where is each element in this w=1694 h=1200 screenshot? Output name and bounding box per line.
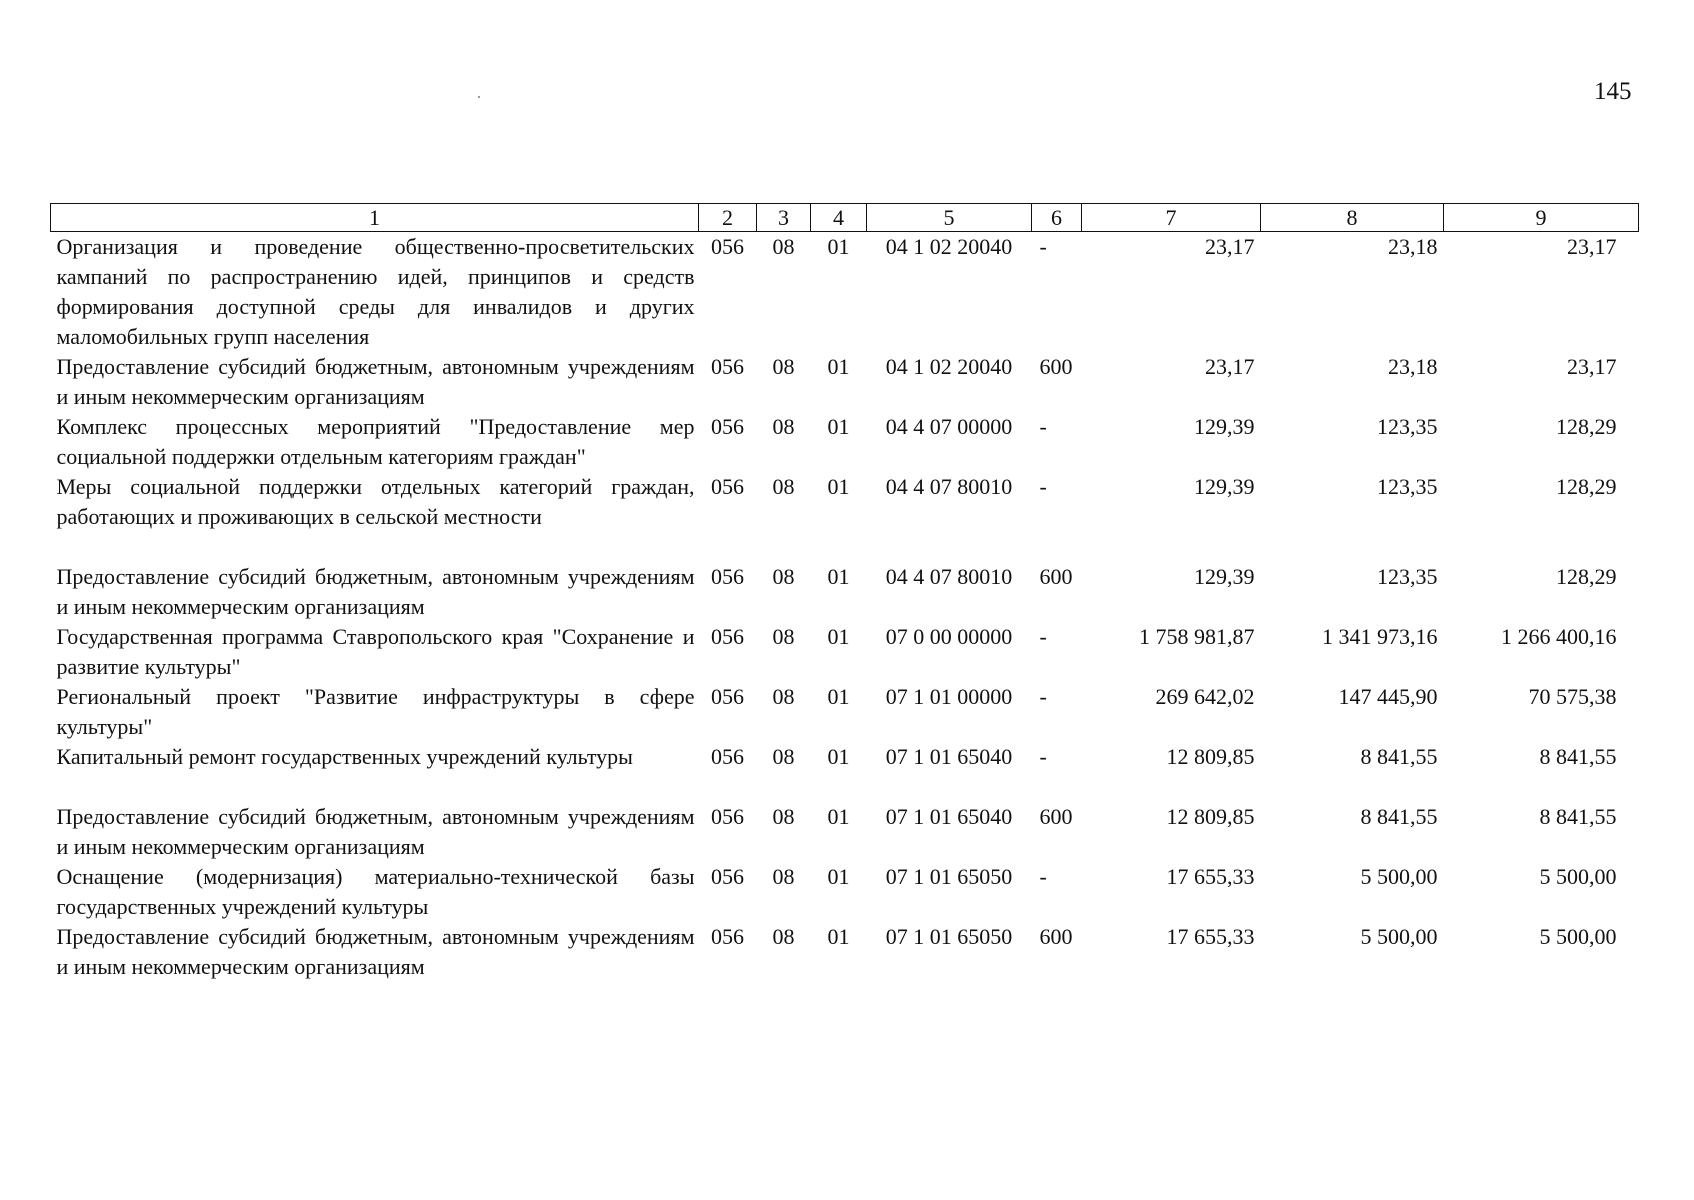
cell-amount-8: 123,35 [1377,474,1438,499]
cell-amount-8: 147 445,90 [1338,684,1438,709]
cell-section: 08 [772,234,795,259]
cell-expense-type: - [1039,684,1047,709]
cell-section: 08 [772,684,795,709]
cell-amount-7: 1 758 981,87 [1139,624,1255,649]
table-row [51,562,1639,622]
cell-amount-8: 123,35 [1377,564,1438,589]
scan-speck [478,96,480,98]
cell-subsection: 01 [827,414,850,439]
row-name: Предоставление субсидий бюджетным, автономным учреждениям и иным некоммерческим организациям [56,924,695,979]
col-header-1: 1 [51,204,699,232]
page-number: 145 [1594,78,1632,105]
cell-amount-8: 5 500,00 [1360,864,1438,889]
cell-amount-7: 129,39 [1194,474,1255,499]
cell-amount-7: 12 809,85 [1166,744,1255,769]
row-name: Предоставление субсидий бюджетным, автономным учреждениям и иным некоммерческим организациям [56,354,695,409]
cell-ministry: 056 [711,684,744,709]
cell-amount-7: 129,39 [1194,414,1255,439]
cell-section: 08 [772,624,795,649]
cell-expense-type: - [1039,234,1047,259]
col-header-9: 9 [1444,204,1639,232]
cell-section: 08 [772,864,795,889]
cell-amount-7: 23,17 [1205,234,1255,259]
cell-section: 08 [772,354,795,379]
cell-amount-9: 5 500,00 [1539,864,1617,889]
cell-subsection: 01 [827,864,850,889]
table-row [51,802,1639,862]
cell-section: 08 [772,474,795,499]
cell-expense-type: 600 [1039,564,1073,589]
cell-section: 08 [772,924,795,949]
cell-amount-7: 17 655,33 [1166,924,1255,949]
cell-expense-type: - [1039,624,1047,649]
cell-section: 08 [772,744,795,769]
row-name: Предоставление субсидий бюджетным, автономным учреждениям и иным некоммерческим организациям [56,564,695,619]
row-name: Организация и проведение общественно-просветительских кампаний по распространению идей, принципов и средств формирования доступной среды для инвалидов и других маломобильных групп населения [56,234,695,349]
table-row [51,412,1639,472]
cell-subsection: 01 [827,354,850,379]
cell-amount-9: 128,29 [1556,414,1617,439]
cell-subsection: 01 [827,624,850,649]
cell-ministry: 056 [711,864,744,889]
cell-subsection: 01 [827,474,850,499]
cell-expense-type: - [1039,414,1047,439]
cell-amount-9: 23,17 [1567,234,1617,259]
cell-amount-7: 129,39 [1194,564,1255,589]
row-name: Оснащение (модернизация) материально-технической базы государственных учреждений культуры [56,864,695,919]
cell-ministry: 056 [711,234,744,259]
cell-amount-8: 123,35 [1377,414,1438,439]
cell-amount-9: 23,17 [1567,354,1617,379]
cell-target-article: 07 1 01 00000 [885,684,1013,709]
row-name: Государственная программа Ставропольского края "Сохранение и развитие культуры" [56,624,695,679]
cell-subsection: 01 [827,684,850,709]
table-row [51,862,1639,922]
cell-target-article: 07 1 01 65050 [885,864,1013,889]
cell-amount-8: 8 841,55 [1360,744,1438,769]
table-body [51,232,1639,983]
cell-expense-type: - [1039,864,1047,889]
cell-ministry: 056 [711,564,744,589]
cell-section: 08 [772,804,795,829]
col-header-2: 2 [699,204,757,232]
cell-subsection: 01 [827,804,850,829]
cell-amount-9: 1 266 400,16 [1501,624,1617,649]
cell-subsection: 01 [827,744,850,769]
table-row [51,232,1639,353]
cell-amount-8: 23,18 [1388,354,1438,379]
cell-target-article: 07 1 01 65040 [885,744,1013,769]
table-row [51,922,1639,982]
cell-target-article: 04 4 07 80010 [885,564,1013,589]
cell-ministry: 056 [711,354,744,379]
cell-expense-type: - [1039,744,1047,769]
cell-target-article: 04 1 02 20040 [885,354,1013,379]
cell-amount-8: 1 341 973,16 [1322,624,1438,649]
cell-target-article: 04 1 02 20040 [885,234,1013,259]
cell-amount-8: 8 841,55 [1360,804,1438,829]
row-name: Капитальный ремонт государственных учреждений культуры [56,744,633,769]
cell-ministry: 056 [711,624,744,649]
cell-section: 08 [772,414,795,439]
cell-amount-7: 269 642,02 [1155,684,1255,709]
cell-subsection: 01 [827,924,850,949]
cell-target-article: 07 1 01 65040 [885,804,1013,829]
cell-ministry: 056 [711,474,744,499]
col-header-3: 3 [757,204,811,232]
cell-amount-9: 8 841,55 [1539,744,1617,769]
table-row [51,682,1639,742]
cell-amount-7: 17 655,33 [1166,864,1255,889]
cell-ministry: 056 [711,744,744,769]
cell-amount-8: 5 500,00 [1360,924,1438,949]
cell-expense-type: 600 [1039,924,1073,949]
cell-expense-type: 600 [1039,804,1073,829]
budget-table [50,203,1639,982]
cell-amount-9: 70 575,38 [1528,684,1617,709]
cell-target-article: 04 4 07 00000 [885,414,1013,439]
cell-amount-8: 23,18 [1388,234,1438,259]
cell-target-article: 07 0 00 00000 [885,624,1013,649]
cell-target-article: 04 4 07 80010 [885,474,1013,499]
row-name: Меры социальной поддержки отдельных категорий граждан, работающих и проживающих в сельской местности [56,474,695,529]
cell-amount-9: 128,29 [1556,564,1617,589]
row-name: Предоставление субсидий бюджетным, автономным учреждениям и иным некоммерческим организациям [56,804,695,859]
col-header-8: 8 [1261,204,1444,232]
col-header-7: 7 [1082,204,1261,232]
cell-amount-9: 128,29 [1556,474,1617,499]
cell-amount-7: 12 809,85 [1166,804,1255,829]
cell-ministry: 056 [711,414,744,439]
table-row [51,472,1639,562]
cell-ministry: 056 [711,924,744,949]
table-row [51,352,1639,412]
cell-amount-7: 23,17 [1205,354,1255,379]
cell-subsection: 01 [827,564,850,589]
header-row [51,204,1639,232]
col-header-5: 5 [867,204,1032,232]
cell-subsection: 01 [827,234,850,259]
cell-expense-type: - [1039,474,1047,499]
cell-target-article: 07 1 01 65050 [885,924,1013,949]
row-name: Комплекс процессных мероприятий "Предоставление мер социальной поддержки отдельным категориям граждан" [56,414,695,469]
cell-amount-9: 8 841,55 [1539,804,1617,829]
col-header-4: 4 [811,204,867,232]
cell-section: 08 [772,564,795,589]
cell-ministry: 056 [711,804,744,829]
col-header-6: 6 [1032,204,1082,232]
cell-expense-type: 600 [1039,354,1073,379]
cell-amount-9: 5 500,00 [1539,924,1617,949]
row-name: Региональный проект "Развитие инфраструктуры в сфере культуры" [56,684,695,739]
table-row [51,622,1639,682]
table-row [51,742,1639,802]
